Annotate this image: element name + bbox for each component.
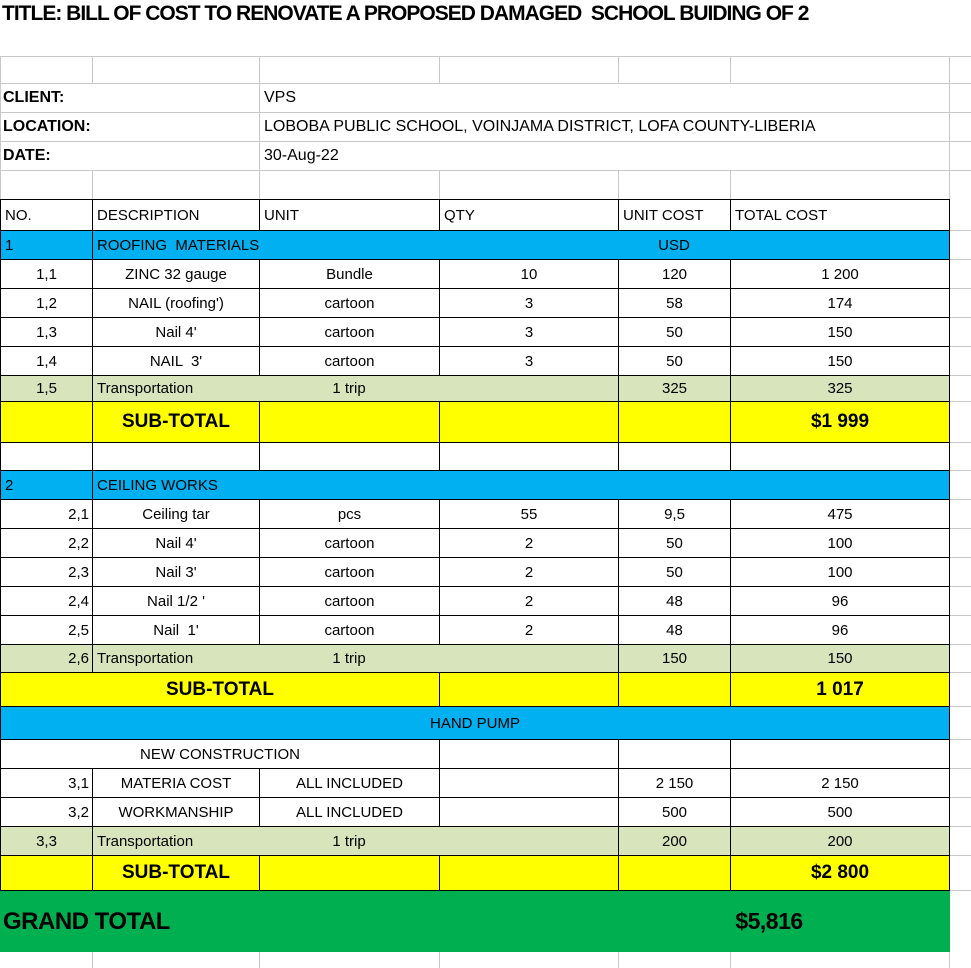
grid-row-1 (0, 56, 971, 84)
cell-qty[interactable]: 55 (440, 500, 619, 529)
grid-strip (950, 645, 971, 673)
cell-total-cost[interactable]: 200 (731, 827, 950, 856)
table-row (0, 347, 971, 376)
grand-total-cell[interactable] (0, 891, 950, 952)
empty-cell[interactable] (731, 740, 950, 769)
title-row (0, 0, 971, 28)
grid-strip (950, 707, 971, 740)
cell-description[interactable]: WORKMANSHIP (93, 798, 260, 827)
handpump-banner-cell[interactable]: HAND PUMP (0, 707, 950, 740)
cell-description[interactable]: NAIL 3' (93, 347, 260, 376)
empty-cell[interactable] (93, 56, 260, 84)
cell-unit-cost[interactable]: 120 (619, 260, 731, 289)
cell-no[interactable]: 2,4 (0, 587, 93, 616)
transport-row (0, 645, 971, 673)
empty-cell[interactable] (619, 171, 731, 199)
cell-no[interactable]: 1,2 (0, 289, 93, 318)
table-header-row (0, 199, 971, 231)
transport-description: Transportation (97, 380, 194, 397)
header-no[interactable]: NO. (0, 199, 93, 231)
grid-strip (950, 289, 971, 318)
spacer-row-mid (0, 443, 971, 471)
cell-qty[interactable]: 2 (440, 616, 619, 645)
cell-unit-cost[interactable]: 50 (619, 529, 731, 558)
cell-unit[interactable]: cartoon (260, 587, 440, 616)
table-row (0, 769, 971, 798)
cell-unit-cost[interactable]: 9,5 (619, 500, 731, 529)
cell-unit-cost[interactable]: 2 150 (619, 769, 731, 798)
cell-unit-cost[interactable]: 150 (619, 645, 731, 673)
empty-cell[interactable] (731, 952, 950, 968)
section2-title: CEILING WORKS (97, 476, 218, 494)
cell-unit-cost[interactable]: 200 (619, 827, 731, 856)
cell-qty[interactable]: 3 (440, 318, 619, 347)
grid-strip (950, 171, 971, 199)
empty-cell[interactable] (440, 856, 619, 891)
table-row (0, 500, 971, 529)
grid-strip (950, 769, 971, 798)
empty-cell[interactable] (0, 56, 93, 84)
cell-unit[interactable]: cartoon (260, 616, 440, 645)
grid-strip (950, 587, 971, 616)
transport-description: Transportation (97, 832, 194, 850)
grid-strip (950, 740, 971, 769)
cell-unit-cost[interactable]: 50 (619, 347, 731, 376)
cell-unit[interactable]: cartoon (260, 347, 440, 376)
table-row (0, 798, 971, 827)
transport-unit: 1 trip (332, 832, 366, 850)
grid-strip (950, 798, 971, 827)
empty-cell[interactable] (260, 443, 440, 471)
grid-strip (950, 500, 971, 529)
cell-description[interactable]: Nail 1/2 ' (93, 587, 260, 616)
transport-row (0, 827, 971, 856)
cell-description[interactable]: MATERIA COST (93, 769, 260, 798)
section1-title-cell[interactable] (93, 231, 950, 260)
cell-unit-cost[interactable]: 50 (619, 558, 731, 587)
cell-no[interactable]: 2,1 (0, 500, 93, 529)
transport-unit: 1 trip (332, 380, 366, 397)
table-row (0, 529, 971, 558)
cell-qty[interactable]: 10 (440, 260, 619, 289)
empty-cell[interactable] (93, 952, 260, 968)
grid-strip (950, 952, 971, 968)
grid-strip (950, 471, 971, 500)
currency-label: USD (658, 236, 690, 254)
date-value-cell[interactable]: 30-Aug-22 (260, 142, 950, 171)
cell-unit-cost[interactable]: 500 (619, 798, 731, 827)
empty-cell[interactable] (440, 402, 619, 443)
transport-merged-cell[interactable] (93, 645, 619, 673)
cell-no[interactable]: 1,4 (0, 347, 93, 376)
empty-cell[interactable] (260, 402, 440, 443)
empty-cell[interactable] (619, 443, 731, 471)
empty-cell[interactable] (440, 171, 619, 199)
grid-strip (950, 231, 971, 260)
empty-cell[interactable] (260, 171, 440, 199)
empty-cell[interactable] (93, 443, 260, 471)
subtotal-value-cell[interactable]: $1 999 (731, 402, 950, 443)
cell-no[interactable]: 3,1 (0, 769, 93, 798)
transport-description: Transportation (97, 650, 194, 667)
cell-no[interactable]: 2,5 (0, 616, 93, 645)
empty-cell[interactable] (619, 673, 731, 707)
table-row (0, 587, 971, 616)
cell-qty[interactable] (440, 798, 619, 827)
client-row (0, 84, 971, 113)
cell-no[interactable]: 3,3 (0, 827, 93, 856)
cell-unit-cost[interactable]: 48 (619, 616, 731, 645)
empty-cell[interactable] (0, 952, 93, 968)
cell-unit[interactable]: cartoon (260, 529, 440, 558)
cell-total-cost[interactable]: 500 (731, 798, 950, 827)
empty-cell[interactable] (619, 952, 731, 968)
grid-strip (950, 529, 971, 558)
cell-no[interactable]: 1,1 (0, 260, 93, 289)
transport-row (0, 376, 971, 402)
empty-cell[interactable] (619, 856, 731, 891)
header-qty[interactable]: QTY (440, 199, 619, 231)
empty-cell[interactable] (0, 171, 93, 199)
cell-qty[interactable]: 3 (440, 289, 619, 318)
grid-strip (950, 891, 971, 952)
grid-strip (950, 827, 971, 856)
section1-title: ROOFING MATERIALS (97, 236, 260, 254)
handpump-banner-row (0, 707, 971, 740)
cell-qty[interactable]: 2 (440, 587, 619, 616)
grand-total-label: GRAND TOTAL (3, 907, 170, 935)
location-label-cell[interactable]: LOCATION: (0, 113, 260, 142)
empty-cell[interactable] (440, 673, 619, 707)
table-row (0, 318, 971, 347)
table-row (0, 558, 971, 587)
cell-description[interactable]: Nail 4' (93, 318, 260, 347)
empty-cell[interactable] (731, 443, 950, 471)
empty-cell[interactable] (260, 952, 440, 968)
grid-strip (950, 260, 971, 289)
empty-cell[interactable] (619, 56, 731, 84)
cell-unit-cost[interactable]: 58 (619, 289, 731, 318)
grid-strip (950, 402, 971, 443)
grid-strip (950, 56, 971, 84)
empty-cell[interactable] (440, 56, 619, 84)
client-label-cell[interactable]: CLIENT: (0, 84, 260, 113)
cell-description[interactable]: Ceiling tar (93, 500, 260, 529)
cell-unit[interactable]: cartoon (260, 318, 440, 347)
grid-strip (950, 856, 971, 891)
cell-unit-cost[interactable]: 325 (619, 376, 731, 402)
empty-cell[interactable] (93, 171, 260, 199)
cell-total-cost[interactable]: 96 (731, 616, 950, 645)
bottom-grid-row (0, 952, 971, 968)
section1-number-cell[interactable]: 1 (0, 231, 93, 260)
empty-cell[interactable] (260, 856, 440, 891)
grid-strip (950, 443, 971, 471)
grand-total-row (0, 891, 971, 952)
cell-no[interactable]: 1,5 (0, 376, 93, 402)
section1-header-row (0, 231, 971, 260)
grid-strip (950, 199, 971, 231)
empty-cell[interactable] (440, 740, 619, 769)
table-row (0, 289, 971, 318)
cell-description[interactable]: ZINC 32 gauge (93, 260, 260, 289)
new-construction-row (0, 740, 971, 769)
table-row (0, 260, 971, 289)
cell-unit[interactable]: pcs (260, 500, 440, 529)
subtotal-label-cell[interactable]: SUB-TOTAL (93, 402, 260, 443)
grid-strip (950, 673, 971, 707)
header-unit-cost[interactable]: UNIT COST (619, 199, 731, 231)
subtotal-value-cell[interactable]: 1 017 (731, 673, 950, 707)
cell-unit[interactable]: ALL INCLUDED (260, 769, 440, 798)
empty-cell[interactable] (0, 856, 93, 891)
subtotal-value-cell[interactable]: $2 800 (731, 856, 950, 891)
subtotal-label-cell[interactable]: SUB-TOTAL (93, 856, 260, 891)
empty-cell[interactable] (619, 740, 731, 769)
cell-total-cost[interactable]: 100 (731, 558, 950, 587)
cell-total-cost[interactable]: 174 (731, 289, 950, 318)
cell-description[interactable]: Nail 4' (93, 529, 260, 558)
cell-unit[interactable]: cartoon (260, 558, 440, 587)
cell-total-cost[interactable]: 1 200 (731, 260, 950, 289)
cell-unit[interactable]: cartoon (260, 289, 440, 318)
cell-qty[interactable]: 3 (440, 347, 619, 376)
empty-cell[interactable] (0, 402, 93, 443)
date-row (0, 142, 971, 171)
date-label-cell[interactable]: DATE: (0, 142, 260, 171)
cell-unit-cost[interactable]: 50 (619, 318, 731, 347)
cell-total-cost[interactable]: 96 (731, 587, 950, 616)
transport-unit: 1 trip (332, 650, 366, 667)
header-description[interactable]: DESCRIPTION (93, 199, 260, 231)
grid-strip (950, 347, 971, 376)
cell-unit[interactable]: Bundle (260, 260, 440, 289)
grid-strip (950, 376, 971, 402)
cell-qty[interactable]: 2 (440, 529, 619, 558)
empty-cell[interactable] (731, 56, 950, 84)
cell-no[interactable]: 2,6 (0, 645, 93, 673)
header-total-cost[interactable]: TOTAL COST (731, 199, 950, 231)
empty-cell[interactable] (440, 443, 619, 471)
subtotal-row-3 (0, 856, 971, 891)
cell-qty[interactable] (440, 769, 619, 798)
location-value-cell[interactable]: LOBOBA PUBLIC SCHOOL, VOINJAMA DISTRICT, LOFA COUNTY-LIBERIA (260, 113, 950, 142)
empty-cell[interactable] (260, 56, 440, 84)
cell-unit[interactable]: ALL INCLUDED (260, 798, 440, 827)
empty-cell[interactable] (0, 443, 93, 471)
section2-title-cell[interactable] (93, 471, 950, 500)
empty-cell[interactable] (731, 171, 950, 199)
subtotal-row-2 (0, 673, 971, 707)
cell-no[interactable]: 3,2 (0, 798, 93, 827)
cell-description[interactable]: Nail 3' (93, 558, 260, 587)
grid-strip (950, 318, 971, 347)
cell-total-cost[interactable]: 475 (731, 500, 950, 529)
grid-strip (950, 84, 971, 113)
cell-description[interactable]: NAIL (roofing') (93, 289, 260, 318)
location-row (0, 113, 971, 142)
cell-no[interactable]: 2,2 (0, 529, 93, 558)
client-value-cell[interactable]: VPS (260, 84, 950, 113)
cell-total-cost[interactable]: 325 (731, 376, 950, 402)
subtotal-label-cell[interactable]: SUB-TOTAL (0, 673, 440, 707)
cell-total-cost[interactable]: 150 (731, 318, 950, 347)
cell-qty[interactable]: 2 (440, 558, 619, 587)
grid-strip (950, 616, 971, 645)
grid-strip (950, 113, 971, 142)
cell-unit-cost[interactable]: 48 (619, 587, 731, 616)
document-title-cell[interactable]: TITLE: BILL OF COST TO RENOVATE A PROPOSED DAMAGED SCHOOL BUIDING OF 2 (2, 2, 809, 25)
grid-strip (950, 142, 971, 171)
cell-total-cost[interactable]: 150 (731, 347, 950, 376)
new-construction-cell[interactable]: NEW CONSTRUCTION (0, 740, 440, 769)
empty-cell[interactable] (440, 952, 619, 968)
table-row (0, 616, 971, 645)
subtotal-row-1 (0, 402, 971, 443)
cell-total-cost[interactable]: 100 (731, 529, 950, 558)
section2-number-cell[interactable]: 2 (0, 471, 93, 500)
grid-row-2 (0, 171, 971, 199)
grid-strip (950, 558, 971, 587)
empty-cell[interactable] (619, 402, 731, 443)
cell-description[interactable]: Nail 1' (93, 616, 260, 645)
cell-total-cost[interactable]: 2 150 (731, 769, 950, 798)
cell-no[interactable]: 2,3 (0, 558, 93, 587)
transport-merged-cell[interactable] (93, 827, 619, 856)
header-unit[interactable]: UNIT (260, 199, 440, 231)
grand-total-value: $5,816 (735, 908, 803, 934)
cell-total-cost[interactable]: 150 (731, 645, 950, 673)
cell-no[interactable]: 1,3 (0, 318, 93, 347)
spacer-row-top (0, 28, 971, 56)
transport-merged-cell[interactable] (93, 376, 619, 402)
section2-header-row (0, 471, 971, 500)
